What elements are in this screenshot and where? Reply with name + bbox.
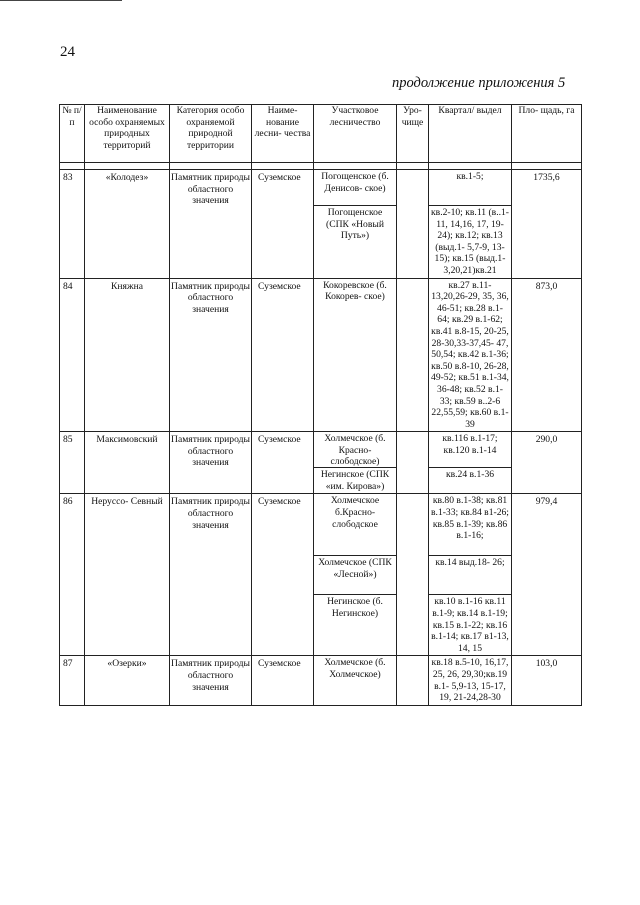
- kvartal-item: кв.18 в.5-10, 16,17, 25, 26, 29,30;кв.19 в.1- 5,9-13, 15-17, 19, 21-24,28-30: [431, 657, 509, 704]
- protected-areas-table: [59, 104, 582, 706]
- uchastkovoe-item: Негинское (СПК «им. Кирова»): [314, 467, 396, 493]
- page-number: 24: [60, 44, 75, 60]
- row-num: 83: [60, 170, 85, 279]
- row-uchastkovoe: [314, 432, 397, 494]
- kvartal-item: кв.116 в.1-17; кв.120 в.1-14: [442, 433, 498, 456]
- uchastkovoe-item: Погощенское (СПК «Новый Путь»): [314, 205, 396, 243]
- header-lesnichestvo: Наиме- нование лесни- чества: [252, 105, 314, 163]
- uchastkovoe-item: Холмечское (б. Красно- слободское): [324, 433, 386, 468]
- row-num: 87: [60, 656, 85, 705]
- top-rule: [0, 0, 122, 1]
- row-area: 290,0: [512, 432, 582, 494]
- uchastkovoe-item: Холмечское (б. Холмечское): [324, 657, 386, 681]
- row-name: Княжна: [85, 278, 170, 432]
- row-category: Памятник природы областного значения: [170, 278, 252, 432]
- row-area: 873,0: [512, 278, 582, 432]
- row-urochische: [397, 278, 429, 432]
- row-uchastkovoe: [314, 656, 397, 705]
- row-category: Памятник природы областного значения: [170, 170, 252, 279]
- header-num: № п/п: [60, 105, 85, 163]
- uchastkovoe-item: Негинское (б. Негинское): [314, 594, 396, 620]
- row-urochische: [397, 494, 429, 656]
- kvartal-item: кв.1-5;: [456, 171, 484, 182]
- kvartal-item: кв.14 выд.18- 26;: [429, 555, 511, 594]
- row-name: Максимовский: [85, 432, 170, 494]
- row-num: 86: [60, 494, 85, 656]
- kvartal-item: кв.80 в.1-38; кв.81 в.1-33; кв.84 в1-26; кв.85 в.1-39; кв.86 в.1-16;: [431, 495, 509, 542]
- row-kvartal: [429, 494, 512, 656]
- row-kvartal: [429, 656, 512, 705]
- table-row: [60, 170, 582, 279]
- row-name: Неруссо- Севный: [85, 494, 170, 656]
- row-kvartal: [429, 278, 512, 432]
- row-category: Памятник природы областного значения: [170, 432, 252, 494]
- row-lesnichestvo: Суземское: [252, 432, 314, 494]
- row-category: Памятник природы областного значения: [170, 494, 252, 656]
- uchastkovoe-item: Холмечское (СПК «Лесной»): [314, 555, 396, 594]
- row-urochische: [397, 656, 429, 705]
- kvartal-item: кв.2-10; кв.11 (в..1-11, 14,16, 17, 19-24); кв.12; кв.13 (выд.1- 5,7-9, 13-15); кв.15 (выд.1- 3,20,21)кв.21: [429, 205, 511, 278]
- row-urochische: [397, 432, 429, 494]
- row-lesnichestvo: Суземское: [252, 278, 314, 432]
- uchastkovoe-item: Кокоревское (б. Кокорев- ское): [323, 279, 387, 303]
- row-category: Памятник природы областного значения: [170, 656, 252, 705]
- row-uchastkovoe: [314, 494, 397, 656]
- row-num: 84: [60, 278, 85, 432]
- row-uchastkovoe: [314, 170, 397, 279]
- uchastkovoe-item: Погощенское (б. Денисов- ское): [321, 171, 389, 194]
- row-lesnichestvo: Суземское: [252, 170, 314, 279]
- header-area: Пло- щадь, га: [512, 105, 582, 163]
- uchastkovoe-item: Холмечское б.Красно- слободское: [330, 495, 380, 530]
- kvartal-item: кв.24 в.1-36: [429, 467, 511, 482]
- row-name: «Озерки»: [85, 656, 170, 705]
- table-row: [60, 278, 582, 432]
- header-urochische: Уро- чище: [397, 105, 429, 163]
- table-header-row: [60, 105, 582, 163]
- row-kvartal: [429, 170, 512, 279]
- table-row: [60, 432, 582, 494]
- row-num: 85: [60, 432, 85, 494]
- table-row: [60, 494, 582, 656]
- row-uchastkovoe: [314, 278, 397, 432]
- continuation-title: продолжение приложения 5: [392, 75, 566, 91]
- kvartal-item: кв.10 в.1-16 кв.11 в.1-9; кв.14 в.1-19; кв.15 в.1-22; кв.16 в.1-14; кв.17 в1-13, 14, 15: [429, 594, 511, 655]
- header-kvartal: Квартал/ выдел: [429, 105, 512, 163]
- kvartal-item: кв.27 в.11- 13,20,26-29, 35, 36, 46-51; кв.28 в.1-64; кв.29 в.1-62; кв.41 в.8-15, 20-25, 28-30,33-37,45- 47, 50,54; кв.42 в.1-36; кв.50 в.8-10, 26-28, 49-52; кв.51 в.1-34, 36-48; кв.52 в.1-33; кв.59 в..2-6 22,55,59; кв.60 в.1-39: [431, 279, 509, 430]
- header-name: Наименование особо охраняемых природных территорий: [85, 105, 170, 163]
- row-area: 1735,6: [512, 170, 582, 279]
- row-urochische: [397, 170, 429, 279]
- row-kvartal: [429, 432, 512, 494]
- table-row: [60, 656, 582, 705]
- row-area: 979,4: [512, 494, 582, 656]
- row-area: 103,0: [512, 656, 582, 705]
- row-name: «Колодез»: [85, 170, 170, 279]
- header-uchastkovoe: Участковое лесничество: [314, 105, 397, 163]
- row-lesnichestvo: Суземское: [252, 494, 314, 656]
- header-category: Категория особо охраняемой природной территории: [170, 105, 252, 163]
- header-separator-row: [60, 163, 582, 170]
- row-lesnichestvo: Суземское: [252, 656, 314, 705]
